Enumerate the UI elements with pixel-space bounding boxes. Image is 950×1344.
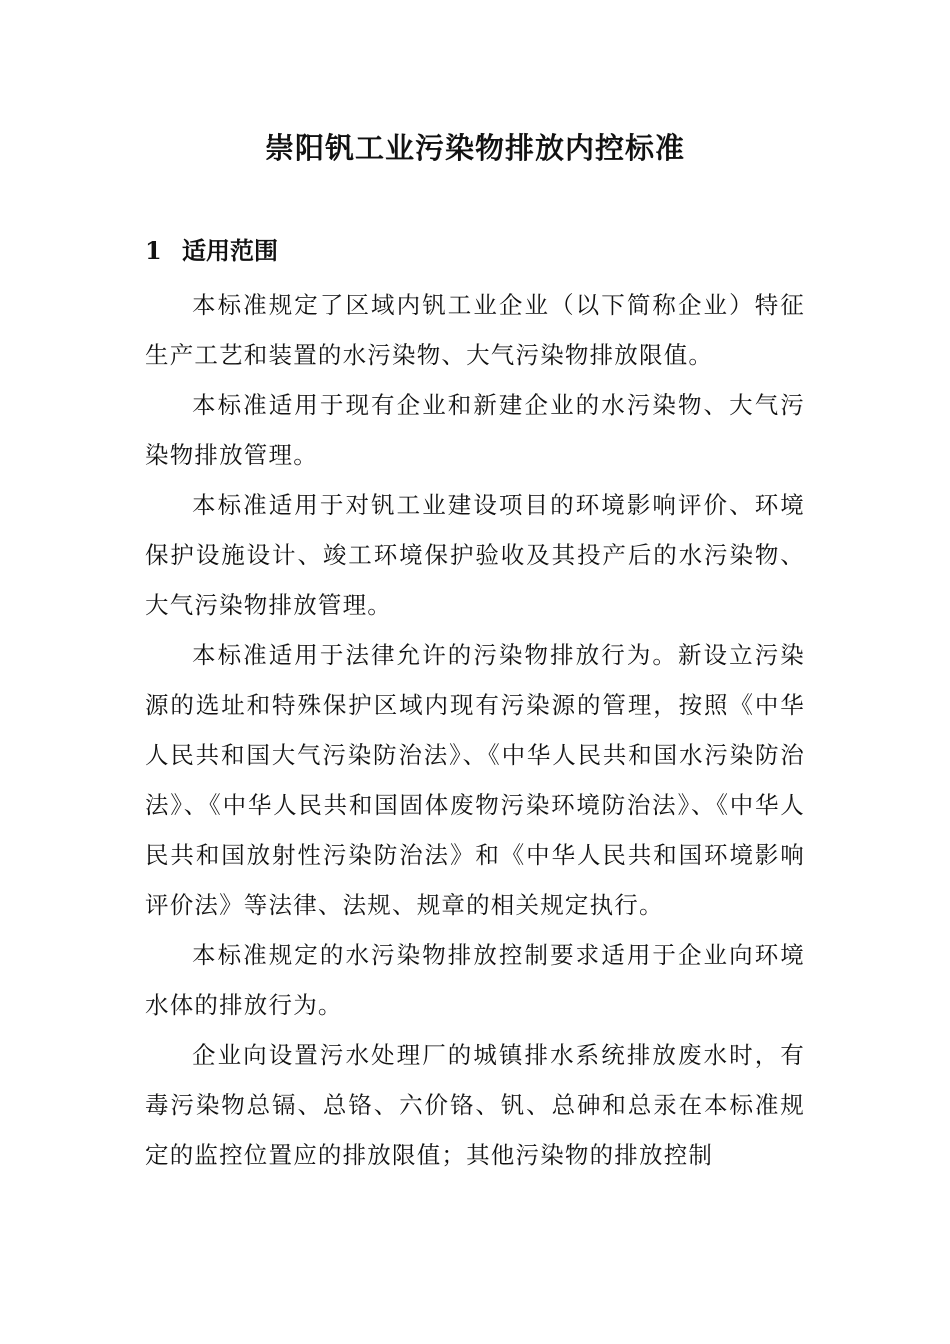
section-heading xyxy=(145,231,278,271)
paragraph: 本标准适用于现有企业和新建企业的水污染物、大气污染物排放管理。 xyxy=(145,391,805,469)
paragraph: 本标准规定的水污染物排放控制要求适用于企业向环境水体的排放行为。 xyxy=(145,941,805,1019)
paragraph: 本标准适用于对钒工业建设项目的环境影响评价、环境保护设施设计、竣工环境保护验收及其投产后的水污染物、大气污染物排放管理。 xyxy=(145,491,805,619)
section-body xyxy=(145,280,805,1180)
section-number: 1 xyxy=(145,236,162,265)
document-title: 崇阳钒工业污染物排放内控标准 xyxy=(264,131,685,165)
paragraph: 企业向设置污水处理厂的城镇排水系统排放废水时，有毒污染物总镉、总铬、六价铬、钒、总砷和总汞在本标准规定的监控位置应的排放限值；其他污染物的排放控制 xyxy=(145,1041,805,1169)
paragraph: 本标准适用于法律允许的污染物排放行为。新设立污染源的选址和特殊保护区域内现有污染源的管理，按照《中华人民共和国大气污染防治法》、《中华人民共和国水污染防治法》、《中华人民共和国固体废物污染环境防治法》、《中华人民共和国放射性污染防治法》和《中华人民共和国环境影响评价法》等法律、法规、规章的相关规定执行。 xyxy=(145,641,805,919)
section-title: 适用范围 xyxy=(182,236,278,265)
paragraph: 本标准规定了区域内钒工业企业（以下简称企业）特征生产工艺和装置的水污染物、大气污染物排放限值。 xyxy=(145,291,805,369)
